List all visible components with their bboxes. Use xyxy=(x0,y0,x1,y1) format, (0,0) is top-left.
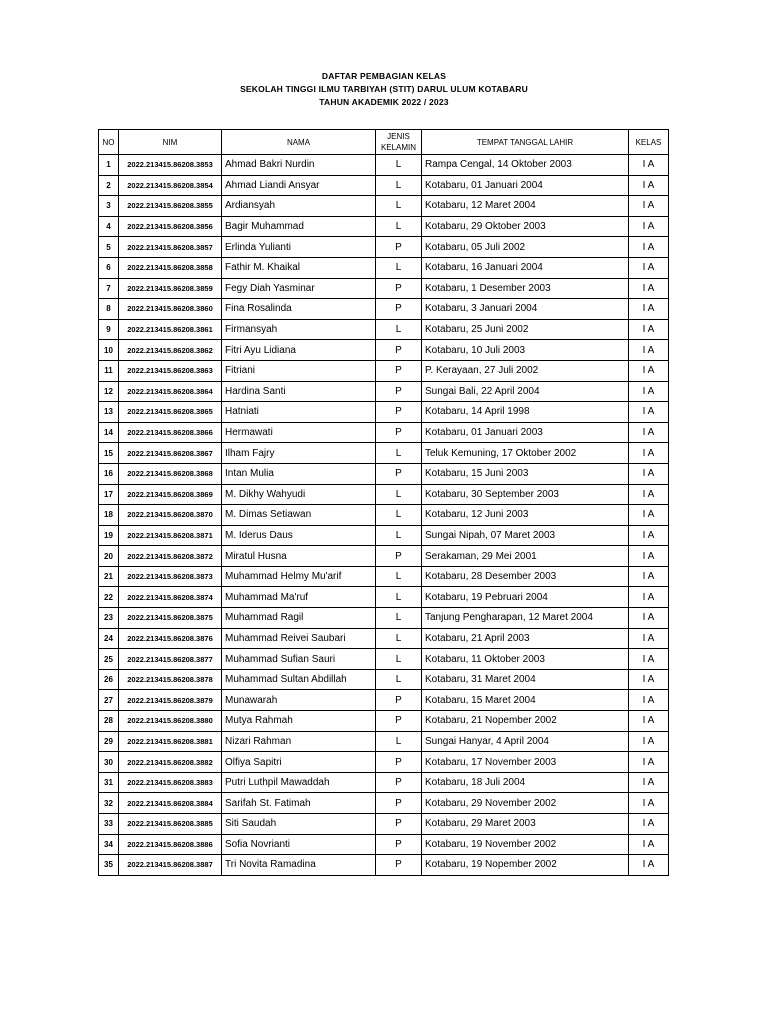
cell-nama: Intan Mulia xyxy=(222,463,376,484)
cell-nama: Hermawati xyxy=(222,422,376,443)
table-row xyxy=(99,257,669,278)
cell-no: 30 xyxy=(99,752,119,773)
table-row xyxy=(99,505,669,526)
cell-jenis-kelamin: L xyxy=(376,216,422,237)
cell-tempat-tanggal-lahir: Tanjung Pengharapan, 12 Maret 2004 xyxy=(422,608,629,629)
cell-no: 34 xyxy=(99,834,119,855)
table-row xyxy=(99,381,669,402)
cell-kelas: I A xyxy=(629,319,669,340)
cell-kelas: I A xyxy=(629,237,669,258)
cell-jenis-kelamin: P xyxy=(376,855,422,876)
cell-no: 14 xyxy=(99,422,119,443)
cell-nama: Putri Luthpil Mawaddah xyxy=(222,772,376,793)
table-row xyxy=(99,278,669,299)
cell-tempat-tanggal-lahir: Sungai Bali, 22 April 2004 xyxy=(422,381,629,402)
cell-kelas: I A xyxy=(629,669,669,690)
cell-no: 19 xyxy=(99,525,119,546)
cell-nama: Muhammad Sufian Sauri xyxy=(222,649,376,670)
cell-no: 16 xyxy=(99,463,119,484)
cell-jenis-kelamin: L xyxy=(376,587,422,608)
cell-tempat-tanggal-lahir: Kotabaru, 01 Januari 2004 xyxy=(422,175,629,196)
cell-jenis-kelamin: P xyxy=(376,793,422,814)
cell-nama: Olfiya Sapitri xyxy=(222,752,376,773)
class-roster-table xyxy=(98,129,669,876)
cell-nim: 2022.213415.86208.3875 xyxy=(119,608,222,629)
table-row xyxy=(99,443,669,464)
cell-nim: 2022.213415.86208.3866 xyxy=(119,422,222,443)
cell-kelas: I A xyxy=(629,175,669,196)
cell-nama: Fina Rosalinda xyxy=(222,299,376,320)
table-row xyxy=(99,690,669,711)
table-header-row xyxy=(99,130,669,155)
document-title: DAFTAR PEMBAGIAN KELAS xyxy=(321,71,447,81)
cell-jenis-kelamin: L xyxy=(376,505,422,526)
table-row xyxy=(99,299,669,320)
cell-no: 12 xyxy=(99,381,119,402)
cell-nama: Ahmad Liandi Ansyar xyxy=(222,175,376,196)
cell-kelas: I A xyxy=(629,834,669,855)
column-header-no: NO xyxy=(99,130,119,155)
table-row xyxy=(99,855,669,876)
table-row xyxy=(99,814,669,835)
cell-nama: Fitri Ayu Lidiana xyxy=(222,340,376,361)
document-header xyxy=(0,70,768,109)
cell-tempat-tanggal-lahir: Kotabaru, 11 Oktober 2003 xyxy=(422,649,629,670)
cell-nama: M. Dikhy Wahyudi xyxy=(222,484,376,505)
cell-nama: Siti Saudah xyxy=(222,814,376,835)
cell-no: 31 xyxy=(99,772,119,793)
table-row xyxy=(99,319,669,340)
cell-no: 2 xyxy=(99,175,119,196)
cell-jenis-kelamin: L xyxy=(376,257,422,278)
cell-nim: 2022.213415.86208.3870 xyxy=(119,505,222,526)
table-row xyxy=(99,237,669,258)
cell-nim: 2022.213415.86208.3855 xyxy=(119,196,222,217)
cell-tempat-tanggal-lahir: Teluk Kemuning, 17 Oktober 2002 xyxy=(422,443,629,464)
column-header-kelas: KELAS xyxy=(629,130,669,155)
cell-kelas: I A xyxy=(629,505,669,526)
cell-jenis-kelamin: L xyxy=(376,484,422,505)
table-row xyxy=(99,463,669,484)
cell-tempat-tanggal-lahir: Kotabaru, 01 Januari 2003 xyxy=(422,422,629,443)
cell-jenis-kelamin: P xyxy=(376,340,422,361)
cell-tempat-tanggal-lahir: Kotabaru, 29 Maret 2003 xyxy=(422,814,629,835)
cell-nama: Sofia Novrianti xyxy=(222,834,376,855)
cell-jenis-kelamin: P xyxy=(376,834,422,855)
table-row xyxy=(99,340,669,361)
cell-jenis-kelamin: L xyxy=(376,608,422,629)
table-row xyxy=(99,360,669,381)
cell-nama: Miratul Husna xyxy=(222,546,376,567)
cell-nama: Fitriani xyxy=(222,360,376,381)
cell-no: 13 xyxy=(99,402,119,423)
cell-nama: Hatniati xyxy=(222,402,376,423)
cell-nama: Muhammad Ma'ruf xyxy=(222,587,376,608)
cell-tempat-tanggal-lahir: Kotabaru, 30 September 2003 xyxy=(422,484,629,505)
cell-nama: Sarifah St. Fatimah xyxy=(222,793,376,814)
cell-nim: 2022.213415.86208.3868 xyxy=(119,463,222,484)
cell-jenis-kelamin: P xyxy=(376,814,422,835)
cell-no: 29 xyxy=(99,731,119,752)
table-row xyxy=(99,175,669,196)
cell-tempat-tanggal-lahir: Kotabaru, 15 Maret 2004 xyxy=(422,690,629,711)
table-row xyxy=(99,422,669,443)
table-row xyxy=(99,566,669,587)
cell-nim: 2022.213415.86208.3860 xyxy=(119,299,222,320)
cell-no: 9 xyxy=(99,319,119,340)
cell-tempat-tanggal-lahir: Kotabaru, 18 Juli 2004 xyxy=(422,772,629,793)
cell-jenis-kelamin: L xyxy=(376,196,422,217)
cell-tempat-tanggal-lahir: Kotabaru, 1 Desember 2003 xyxy=(422,278,629,299)
cell-tempat-tanggal-lahir: Kotabaru, 29 November 2002 xyxy=(422,793,629,814)
cell-kelas: I A xyxy=(629,422,669,443)
cell-nim: 2022.213415.86208.3854 xyxy=(119,175,222,196)
cell-nama: Mutya Rahmah xyxy=(222,711,376,732)
cell-nim: 2022.213415.86208.3865 xyxy=(119,402,222,423)
cell-nim: 2022.213415.86208.3864 xyxy=(119,381,222,402)
cell-tempat-tanggal-lahir: Kotabaru, 12 Juni 2003 xyxy=(422,505,629,526)
cell-tempat-tanggal-lahir: Kotabaru, 19 Pebruari 2004 xyxy=(422,587,629,608)
cell-kelas: I A xyxy=(629,628,669,649)
cell-kelas: I A xyxy=(629,649,669,670)
cell-nama: M. Iderus Daus xyxy=(222,525,376,546)
cell-tempat-tanggal-lahir: Kotabaru, 14 April 1998 xyxy=(422,402,629,423)
cell-nama: Hardina Santi xyxy=(222,381,376,402)
cell-kelas: I A xyxy=(629,216,669,237)
table-row xyxy=(99,484,669,505)
cell-nama: Nizari Rahman xyxy=(222,731,376,752)
table-row xyxy=(99,649,669,670)
cell-tempat-tanggal-lahir: P. Kerayaan, 27 Juli 2002 xyxy=(422,360,629,381)
cell-kelas: I A xyxy=(629,402,669,423)
cell-no: 24 xyxy=(99,628,119,649)
cell-nim: 2022.213415.86208.3887 xyxy=(119,855,222,876)
cell-kelas: I A xyxy=(629,855,669,876)
cell-kelas: I A xyxy=(629,772,669,793)
cell-kelas: I A xyxy=(629,360,669,381)
column-header-nim: NIM xyxy=(119,130,222,155)
cell-kelas: I A xyxy=(629,299,669,320)
cell-kelas: I A xyxy=(629,278,669,299)
cell-jenis-kelamin: L xyxy=(376,731,422,752)
cell-kelas: I A xyxy=(629,711,669,732)
cell-no: 23 xyxy=(99,608,119,629)
cell-jenis-kelamin: P xyxy=(376,381,422,402)
cell-nama: Ardiansyah xyxy=(222,196,376,217)
cell-kelas: I A xyxy=(629,155,669,176)
cell-no: 15 xyxy=(99,443,119,464)
cell-nama: Ilham Fajry xyxy=(222,443,376,464)
table-row xyxy=(99,711,669,732)
cell-nim: 2022.213415.86208.3861 xyxy=(119,319,222,340)
table-row xyxy=(99,155,669,176)
cell-kelas: I A xyxy=(629,196,669,217)
cell-no: 8 xyxy=(99,299,119,320)
table-row xyxy=(99,669,669,690)
cell-no: 26 xyxy=(99,669,119,690)
cell-nim: 2022.213415.86208.3859 xyxy=(119,278,222,299)
cell-nim: 2022.213415.86208.3858 xyxy=(119,257,222,278)
cell-tempat-tanggal-lahir: Sungai Hanyar, 4 April 2004 xyxy=(422,731,629,752)
cell-tempat-tanggal-lahir: Kotabaru, 28 Desember 2003 xyxy=(422,566,629,587)
column-header-jenis-kelamin: JENIS KELAMIN xyxy=(376,130,422,155)
cell-nama: Muhammad Helmy Mu'arif xyxy=(222,566,376,587)
cell-kelas: I A xyxy=(629,752,669,773)
cell-jenis-kelamin: P xyxy=(376,546,422,567)
table-row xyxy=(99,834,669,855)
cell-kelas: I A xyxy=(629,731,669,752)
cell-kelas: I A xyxy=(629,546,669,567)
cell-nim: 2022.213415.86208.3876 xyxy=(119,628,222,649)
cell-no: 32 xyxy=(99,793,119,814)
table-row xyxy=(99,793,669,814)
cell-nim: 2022.213415.86208.3874 xyxy=(119,587,222,608)
cell-kelas: I A xyxy=(629,814,669,835)
cell-tempat-tanggal-lahir: Kotabaru, 05 Juli 2002 xyxy=(422,237,629,258)
cell-tempat-tanggal-lahir: Kotabaru, 15 Juni 2003 xyxy=(422,463,629,484)
cell-nim: 2022.213415.86208.3871 xyxy=(119,525,222,546)
cell-nim: 2022.213415.86208.3853 xyxy=(119,155,222,176)
table-body xyxy=(99,155,669,876)
cell-no: 4 xyxy=(99,216,119,237)
cell-jenis-kelamin: P xyxy=(376,690,422,711)
cell-no: 1 xyxy=(99,155,119,176)
cell-kelas: I A xyxy=(629,690,669,711)
cell-tempat-tanggal-lahir: Kotabaru, 19 November 2002 xyxy=(422,834,629,855)
cell-tempat-tanggal-lahir: Kotabaru, 10 Juli 2003 xyxy=(422,340,629,361)
cell-nim: 2022.213415.86208.3879 xyxy=(119,690,222,711)
cell-nim: 2022.213415.86208.3884 xyxy=(119,793,222,814)
cell-jenis-kelamin: P xyxy=(376,772,422,793)
cell-nama: Fathir M. Khaikal xyxy=(222,257,376,278)
cell-kelas: I A xyxy=(629,463,669,484)
cell-jenis-kelamin: L xyxy=(376,175,422,196)
cell-tempat-tanggal-lahir: Kotabaru, 29 Oktober 2003 xyxy=(422,216,629,237)
cell-tempat-tanggal-lahir: Serakaman, 29 Mei 2001 xyxy=(422,546,629,567)
cell-kelas: I A xyxy=(629,443,669,464)
cell-jenis-kelamin: L xyxy=(376,566,422,587)
cell-no: 35 xyxy=(99,855,119,876)
cell-kelas: I A xyxy=(629,525,669,546)
cell-nim: 2022.213415.86208.3881 xyxy=(119,731,222,752)
cell-nama: Ahmad Bakri Nurdin xyxy=(222,155,376,176)
cell-no: 27 xyxy=(99,690,119,711)
cell-nama: Tri Novita Ramadina xyxy=(222,855,376,876)
table-row xyxy=(99,216,669,237)
column-header-nama: NAMA xyxy=(222,130,376,155)
cell-nim: 2022.213415.86208.3883 xyxy=(119,772,222,793)
table-row xyxy=(99,731,669,752)
cell-nama: Firmansyah xyxy=(222,319,376,340)
table-row xyxy=(99,752,669,773)
cell-no: 21 xyxy=(99,566,119,587)
cell-no: 10 xyxy=(99,340,119,361)
table-row xyxy=(99,525,669,546)
column-header-tempat-tanggal-lahir: TEMPAT TANGGAL LAHIR xyxy=(422,130,629,155)
table-row xyxy=(99,587,669,608)
table-row xyxy=(99,196,669,217)
cell-nim: 2022.213415.86208.3867 xyxy=(119,443,222,464)
cell-jenis-kelamin: L xyxy=(376,155,422,176)
cell-jenis-kelamin: P xyxy=(376,360,422,381)
cell-nama: Muhammad Sultan Abdillah xyxy=(222,669,376,690)
cell-nim: 2022.213415.86208.3885 xyxy=(119,814,222,835)
cell-jenis-kelamin: P xyxy=(376,299,422,320)
table-row xyxy=(99,772,669,793)
cell-jenis-kelamin: P xyxy=(376,237,422,258)
cell-jenis-kelamin: L xyxy=(376,319,422,340)
cell-jenis-kelamin: L xyxy=(376,649,422,670)
cell-nim: 2022.213415.86208.3886 xyxy=(119,834,222,855)
table-row xyxy=(99,608,669,629)
cell-nama: Fegy Diah Yasminar xyxy=(222,278,376,299)
cell-no: 6 xyxy=(99,257,119,278)
cell-nama: Muhammad Ragil xyxy=(222,608,376,629)
cell-nim: 2022.213415.86208.3862 xyxy=(119,340,222,361)
cell-no: 25 xyxy=(99,649,119,670)
cell-nim: 2022.213415.86208.3857 xyxy=(119,237,222,258)
cell-kelas: I A xyxy=(629,381,669,402)
cell-jenis-kelamin: P xyxy=(376,422,422,443)
cell-kelas: I A xyxy=(629,793,669,814)
cell-jenis-kelamin: L xyxy=(376,443,422,464)
cell-jenis-kelamin: L xyxy=(376,669,422,690)
cell-nim: 2022.213415.86208.3863 xyxy=(119,360,222,381)
cell-nim: 2022.213415.86208.3869 xyxy=(119,484,222,505)
cell-nim: 2022.213415.86208.3877 xyxy=(119,649,222,670)
table-row xyxy=(99,546,669,567)
table-row xyxy=(99,628,669,649)
cell-no: 5 xyxy=(99,237,119,258)
cell-nim: 2022.213415.86208.3873 xyxy=(119,566,222,587)
cell-tempat-tanggal-lahir: Kotabaru, 17 November 2003 xyxy=(422,752,629,773)
cell-no: 3 xyxy=(99,196,119,217)
cell-kelas: I A xyxy=(629,484,669,505)
cell-tempat-tanggal-lahir: Kotabaru, 3 Januari 2004 xyxy=(422,299,629,320)
cell-kelas: I A xyxy=(629,257,669,278)
cell-nim: 2022.213415.86208.3856 xyxy=(119,216,222,237)
cell-nama: Muhammad Reivei Saubari xyxy=(222,628,376,649)
cell-nim: 2022.213415.86208.3882 xyxy=(119,752,222,773)
cell-jenis-kelamin: P xyxy=(376,278,422,299)
cell-jenis-kelamin: P xyxy=(376,402,422,423)
cell-no: 33 xyxy=(99,814,119,835)
cell-jenis-kelamin: P xyxy=(376,463,422,484)
cell-tempat-tanggal-lahir: Kotabaru, 19 Nopember 2002 xyxy=(422,855,629,876)
cell-tempat-tanggal-lahir: Rampa Cengal, 14 Oktober 2003 xyxy=(422,155,629,176)
cell-nama: Erlinda Yulianti xyxy=(222,237,376,258)
cell-kelas: I A xyxy=(629,566,669,587)
cell-nama: M. Dimas Setiawan xyxy=(222,505,376,526)
cell-kelas: I A xyxy=(629,340,669,361)
cell-tempat-tanggal-lahir: Kotabaru, 16 Januari 2004 xyxy=(422,257,629,278)
cell-jenis-kelamin: P xyxy=(376,711,422,732)
cell-jenis-kelamin: L xyxy=(376,628,422,649)
cell-nim: 2022.213415.86208.3880 xyxy=(119,711,222,732)
institution-name: SEKOLAH TINGGI ILMU TARBIYAH (STIT) DARUL ULUM KOTABARU xyxy=(240,84,528,94)
cell-jenis-kelamin: L xyxy=(376,525,422,546)
cell-nama: Bagir Muhammad xyxy=(222,216,376,237)
cell-tempat-tanggal-lahir: Kotabaru, 31 Maret 2004 xyxy=(422,669,629,690)
cell-tempat-tanggal-lahir: Sungai Nipah, 07 Maret 2003 xyxy=(422,525,629,546)
cell-tempat-tanggal-lahir: Kotabaru, 21 April 2003 xyxy=(422,628,629,649)
cell-nim: 2022.213415.86208.3878 xyxy=(119,669,222,690)
cell-tempat-tanggal-lahir: Kotabaru, 21 Nopember 2002 xyxy=(422,711,629,732)
cell-no: 18 xyxy=(99,505,119,526)
cell-no: 20 xyxy=(99,546,119,567)
cell-tempat-tanggal-lahir: Kotabaru, 12 Maret 2004 xyxy=(422,196,629,217)
cell-kelas: I A xyxy=(629,587,669,608)
cell-no: 7 xyxy=(99,278,119,299)
table-row xyxy=(99,402,669,423)
cell-no: 22 xyxy=(99,587,119,608)
cell-kelas: I A xyxy=(629,608,669,629)
cell-no: 11 xyxy=(99,360,119,381)
cell-tempat-tanggal-lahir: Kotabaru, 25 Juni 2002 xyxy=(422,319,629,340)
academic-year: TAHUN AKADEMIK 2022 / 2023 xyxy=(319,97,449,107)
cell-nim: 2022.213415.86208.3872 xyxy=(119,546,222,567)
cell-jenis-kelamin: P xyxy=(376,752,422,773)
cell-nama: Munawarah xyxy=(222,690,376,711)
cell-no: 28 xyxy=(99,711,119,732)
cell-no: 17 xyxy=(99,484,119,505)
